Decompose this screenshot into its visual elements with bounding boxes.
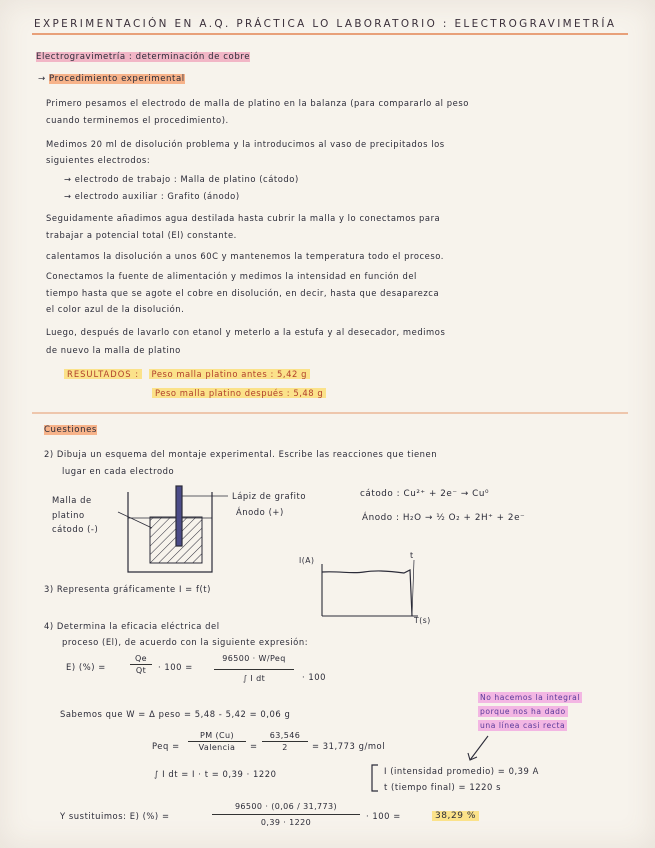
procedure-line: cuando terminemos el procedimiento). bbox=[46, 115, 229, 125]
label-malla: platino bbox=[52, 510, 85, 520]
graph-y-label: I(A) bbox=[299, 556, 315, 565]
procedure-line: el color azul de la disolución. bbox=[46, 304, 185, 314]
eq-x100b: · 100 bbox=[302, 672, 327, 682]
procedure-line: Seguidamente añadimos agua destilada hasta cubrir la malla y lo conectamos para bbox=[46, 213, 441, 223]
procedure-line: Medimos 20 ml de disolución problema y la introducimos al vaso de precipitados los bbox=[46, 139, 445, 149]
q2-text: lugar en cada electrodo bbox=[62, 466, 175, 476]
q3-text: 3) Representa gráficamente I = f(t) bbox=[44, 584, 211, 594]
w-calculation: Sabemos que W = Δ peso = 5,48 - 5,42 = 0,06 g bbox=[60, 709, 291, 719]
procedure-line: tiempo hasta que se agote el cobre en disolución, en decir, hasta que desaparezca bbox=[46, 288, 440, 298]
beaker-diagram bbox=[118, 486, 228, 572]
note-arrow bbox=[468, 736, 488, 760]
eq-x100: · 100 = bbox=[158, 662, 193, 672]
procedure-line: Luego, después de lavarlo con etanol y meterlo a la estufa y al desecador, medimos bbox=[46, 327, 446, 337]
page-header: EXPERIMENTACIÓN EN A.Q. PRÁCTICA LO LABORATORIO : ELECTROGRAVIMETRÍA bbox=[34, 18, 617, 30]
subst-lhs: Y sustituimos: E) (%) = bbox=[60, 811, 170, 821]
q4-text: 4) Determina la eficacia eléctrica del bbox=[44, 621, 220, 631]
label-anodo: Ánodo (+) bbox=[236, 507, 284, 517]
label-grafito: Lápiz de grafito bbox=[232, 491, 307, 501]
subst-tail: · 100 = bbox=[366, 811, 401, 821]
cathode-reaction: cátodo : Cu²⁺ + 2e⁻ → Cu⁰ bbox=[360, 489, 490, 499]
intensity-note: I (intensidad promedio) = 0,39 A bbox=[384, 766, 539, 776]
graph-x-label: T(s) bbox=[414, 616, 431, 625]
final-answer: 38,29 % bbox=[432, 811, 479, 821]
eq-fraction-main: 96500 · W/Peq ∫ I dt bbox=[214, 654, 294, 683]
margin-note: porque nos ha dado bbox=[480, 707, 566, 716]
procedure-line: trabajar a potencial total (El) constante. bbox=[46, 230, 237, 240]
results-row-before: RESULTADOS : Peso malla platino antes : 5,42 g bbox=[64, 369, 310, 379]
questions-title: Cuestiones bbox=[44, 425, 97, 435]
q2-text: 2) Dibuja un esquema del montaje experimental. Escribe las reacciones que tienen bbox=[44, 449, 438, 459]
eq-lhs: E) (%) = bbox=[66, 662, 106, 672]
procedure-line: de nuevo la malla de platino bbox=[46, 345, 181, 355]
peq-fraction-1: PM (Cu) Valencia bbox=[188, 731, 246, 752]
procedure-bullet: → electrodo de trabajo : Malla de platino (cátodo) bbox=[64, 174, 299, 184]
procedure-line: calentamos la disolución a unos 60C y mantenemos la temperatura todo el proceso. bbox=[46, 251, 445, 261]
procedure-bullet: → electrodo auxiliar : Grafito (ánodo) bbox=[64, 191, 240, 201]
eq-fraction-q: Qe Qt bbox=[130, 654, 152, 675]
procedure-line: Primero pesamos el electrodo de malla de platino en la balanza (para compararlo al peso bbox=[46, 98, 469, 108]
q4-text: proceso (El), de acuerdo con la siguiente expresión: bbox=[62, 637, 309, 647]
integral-calc: ∫ I dt = I · t = 0,39 · 1220 bbox=[154, 769, 277, 779]
subst-fraction: 96500 · (0,06 / 31,773) 0,39 · 1220 bbox=[212, 802, 360, 827]
procedure-line: Conectamos la fuente de alimentación y medimos la intensidad en función del bbox=[46, 271, 417, 281]
bracket bbox=[372, 765, 378, 791]
graph-t-label: t bbox=[410, 551, 414, 560]
anode-reaction: Ánodo : H₂O → ½ O₂ + 2H⁺ + 2e⁻ bbox=[362, 513, 526, 523]
label-malla: Malla de bbox=[52, 495, 92, 505]
margin-note: No hacemos la integral bbox=[480, 693, 581, 702]
time-note: t (tiempo final) = 1220 s bbox=[384, 782, 501, 792]
margin-note: una línea casi recta bbox=[480, 721, 566, 730]
results-row-after: Peso malla platino después : 5,48 g bbox=[152, 388, 326, 398]
label-catodo: cátodo (-) bbox=[52, 524, 99, 534]
i-vs-t-graph bbox=[322, 560, 418, 616]
peq-fraction-2: 63,546 2 bbox=[262, 731, 308, 752]
peq-result: = 31,773 g/mol bbox=[312, 741, 386, 751]
section-title: Electrogravimetría : determinación de cobre bbox=[36, 52, 251, 62]
procedure-line: siguientes electrodos: bbox=[46, 155, 151, 165]
eq-sign: = bbox=[250, 741, 258, 751]
peq-lhs: Peq = bbox=[152, 741, 180, 751]
procedure-heading: → Procedimiento experimental bbox=[38, 74, 185, 84]
